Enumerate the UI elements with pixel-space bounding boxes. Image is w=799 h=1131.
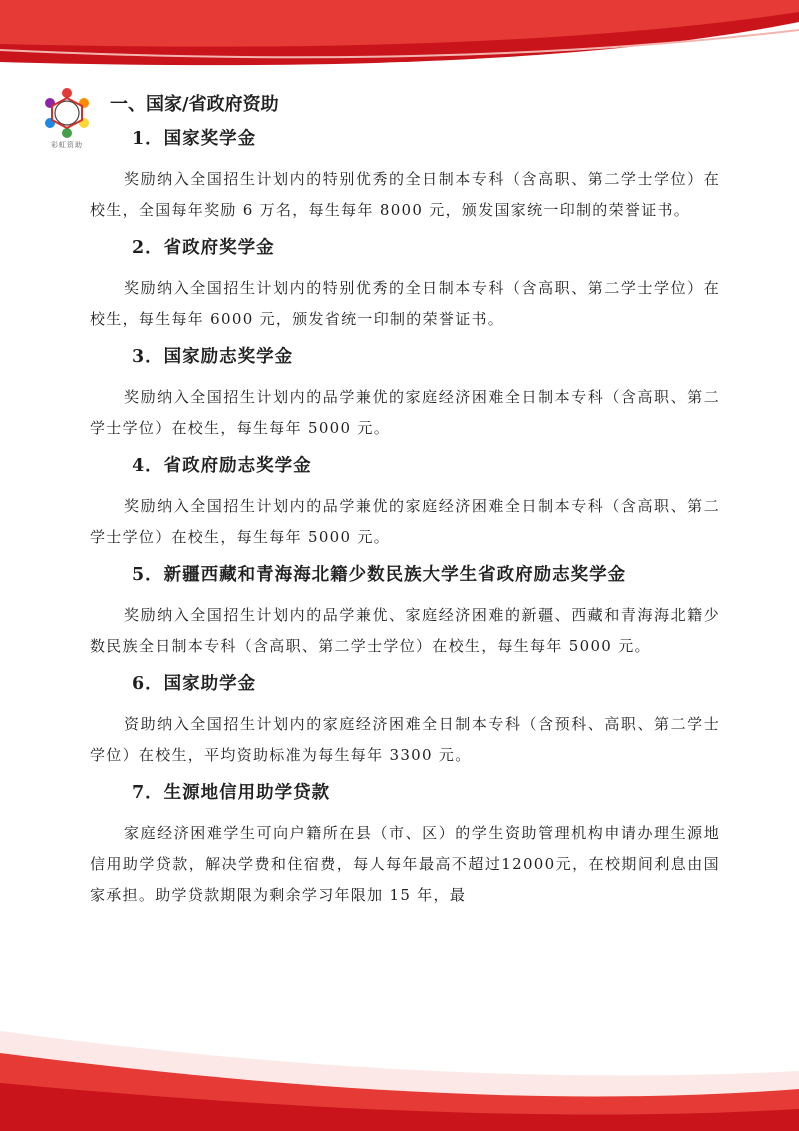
section-body: 家庭经济困难学生可向户籍所在县（市、区）的学生资助管理机构申请办理生源地信用助学贷款，解决学费和住宿费，每人每年最高不超过12000元，在校期间利息由国家承担。助学贷款期限为剩余学习年限加 15 年，最	[90, 824, 720, 904]
section-national-encouragement-scholarship	[90, 344, 720, 444]
rainbow-aid-logo	[38, 86, 96, 156]
section-heading: 5．新疆西藏和青海海北籍少数民族大学生省政府励志奖学金	[132, 565, 627, 585]
section-body: 奖励纳入全国招生计划内的特别优秀的全日制本专科（含高职、第二学士学位）在校生，每生每年 6000 元，颁发省统一印制的荣誉证书。	[90, 279, 720, 328]
bottom-red-swoosh	[0, 991, 799, 1131]
section-heading: 1．国家奖学金	[132, 129, 257, 149]
section-minority-scholarship	[90, 562, 720, 662]
section-body: 资助纳入全国招生计划内的家庭经济困难全日制本专科（含预科、高职、第二学士学位）在校生，平均资助标准为每生每年 3300 元。	[90, 715, 720, 764]
section-provincial-encouragement-scholarship	[90, 453, 720, 553]
section-provincial-scholarship	[90, 235, 720, 335]
document-body	[90, 126, 720, 920]
section-national-scholarship	[90, 126, 720, 226]
section-heading: 7．生源地信用助学贷款	[132, 783, 331, 803]
section-heading: 4．省政府励志奖学金	[132, 456, 312, 476]
logo-caption: 彩虹资助	[51, 141, 83, 149]
section-heading: 2．省政府奖学金	[132, 238, 275, 258]
section-body: 奖励纳入全国招生计划内的品学兼优的家庭经济困难全日制本专科（含高职、第二学士学位）在校生，每生每年 5000 元。	[90, 388, 720, 437]
section-heading: 3．国家励志奖学金	[132, 347, 294, 367]
section-student-loan	[90, 780, 720, 911]
top-red-swoosh	[0, 0, 799, 80]
section-national-grant	[90, 671, 720, 771]
main-heading: 一、国家/省政府资助	[110, 94, 279, 115]
section-body: 奖励纳入全国招生计划内的品学兼优、家庭经济困难的新疆、西藏和青海海北籍少数民族全日制本专科（含高职、第二学士学位）在校生，每生每年 5000 元。	[90, 606, 720, 655]
section-heading: 6．国家助学金	[132, 674, 257, 694]
section-body: 奖励纳入全国招生计划内的品学兼优的家庭经济困难全日制本专科（含高职、第二学士学位）在校生，每生每年 5000 元。	[90, 497, 720, 546]
section-body: 奖励纳入全国招生计划内的特别优秀的全日制本专科（含高职、第二学士学位）在校生，全国每年奖励 6 万名，每生每年 8000 元，颁发国家统一印制的荣誉证书。	[90, 170, 720, 219]
